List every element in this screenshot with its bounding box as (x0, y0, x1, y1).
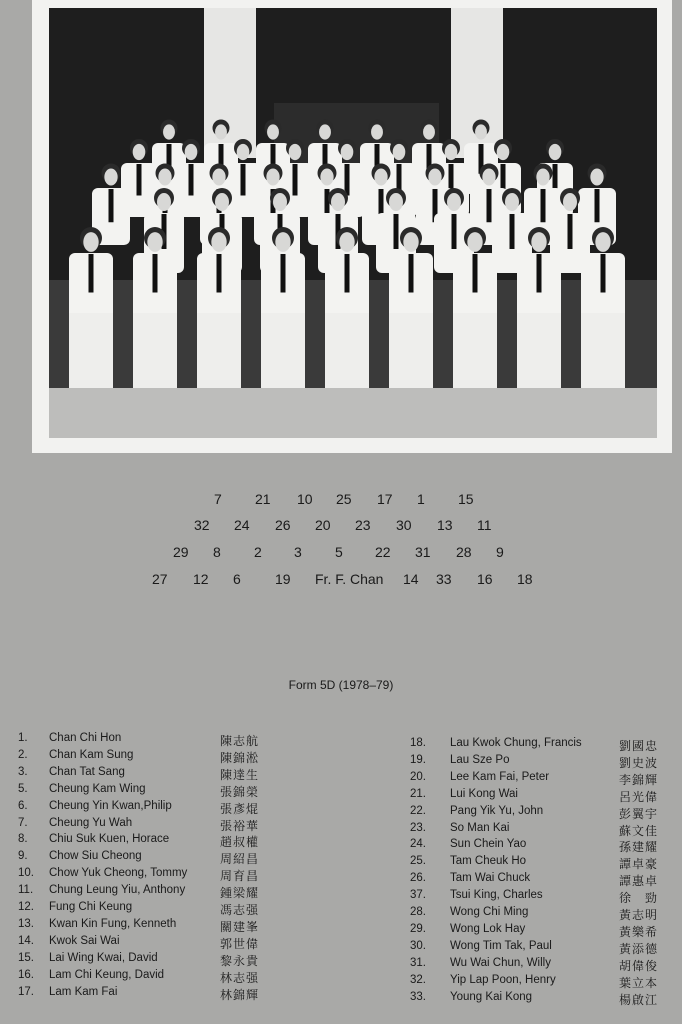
entry-chinese-name: 張錦榮 (220, 784, 260, 799)
entry-chinese-name: 李錦輝 (619, 772, 659, 787)
list-item (410, 906, 670, 923)
entry-name: Fung Chi Keung (49, 901, 133, 913)
key-number: 27 (152, 571, 168, 587)
entry-chinese-name: 鍾梁耀 (220, 886, 260, 901)
list-item (410, 872, 670, 889)
entry-name: Chan Tat Sang (49, 765, 125, 778)
entry-chinese-name: 陳錦淞 (220, 750, 260, 765)
key-number: 23 (355, 517, 371, 533)
list-item (410, 957, 670, 974)
entry-name: Lee Kam Fai, Peter (450, 770, 550, 783)
key-number: 7 (214, 491, 222, 507)
class-photo-icon (49, 8, 657, 438)
entry-chinese-name: 譚卓豪 (619, 857, 659, 872)
entry-name: Kwok Sai Wai (49, 934, 120, 947)
key-number: 15 (458, 491, 474, 507)
key-number: 12 (193, 571, 209, 587)
entry-number: 23. (410, 821, 426, 834)
list-item (410, 822, 670, 839)
key-number: 21 (255, 491, 271, 507)
list-item (410, 974, 670, 991)
list-item (410, 991, 670, 1008)
entry-number: 18. (410, 737, 426, 749)
entry-name: Wong Lok Hay (450, 922, 526, 935)
entry-number: 29. (410, 922, 426, 935)
entry-name: Chow Siu Cheong (49, 850, 142, 863)
entry-chinese-name: 黎永貴 (220, 953, 260, 968)
list-item (18, 952, 278, 969)
entry-chinese-name: 黃樂希 (619, 924, 659, 939)
list-item (410, 737, 670, 754)
entry-chinese-name: 呂光偉 (619, 789, 659, 804)
entry-name: Chow Yuk Cheong, Tommy (49, 867, 188, 880)
list-item (410, 889, 670, 906)
entry-number: 17. (18, 985, 34, 998)
list-item (18, 766, 278, 783)
list-item (18, 817, 278, 834)
entry-number: 25. (410, 855, 426, 868)
entry-chinese-name: 黃志明 (619, 908, 659, 922)
entry-name: Cheung Yu Wah (49, 816, 133, 829)
entry-number: 16. (18, 968, 34, 981)
entry-chinese-name: 劉國忠 (619, 739, 659, 753)
entry-number: 33. (410, 990, 426, 1003)
key-number: 25 (336, 491, 352, 507)
key-number: 18 (517, 571, 533, 587)
entry-chinese-name: 趙叔權 (220, 835, 260, 850)
key-number: 32 (194, 517, 210, 533)
entry-name: Tam Wai Chuck (450, 872, 531, 885)
entry-name: So Man Kai (450, 821, 510, 834)
key-number: 20 (315, 517, 331, 533)
key-number: 26 (275, 517, 291, 533)
entry-number: 12. (18, 901, 34, 913)
key-number: 10 (297, 491, 313, 507)
key-number: 22 (375, 544, 391, 560)
entry-number: 22. (410, 804, 426, 817)
entry-chinese-name: 劉史波 (619, 755, 659, 770)
entry-number: 1. (18, 732, 28, 744)
entry-name: Yip Lap Poon, Henry (450, 973, 556, 986)
entry-chinese-name: 彭翼宇 (619, 806, 659, 821)
key-number: 13 (437, 517, 453, 533)
entry-name: Kwan Kin Fung, Kenneth (49, 917, 177, 930)
list-item (18, 783, 278, 800)
entry-number: 10. (18, 867, 34, 880)
entry-number: 31. (410, 956, 426, 969)
entry-name: Tsui King, Charles (450, 889, 543, 902)
entry-chinese-name: 林志强 (220, 970, 260, 985)
entry-chinese-name: 葉立本 (619, 975, 659, 990)
list-item (18, 884, 278, 901)
list-item (410, 855, 670, 872)
list-item (18, 833, 278, 850)
entry-number: 3. (18, 765, 28, 778)
key-number: 8 (213, 544, 221, 560)
key-number: 17 (377, 491, 393, 507)
entry-chinese-name: 黃添德 (619, 941, 659, 956)
entry-chinese-name: 蘇文佳 (619, 823, 659, 838)
entry-number: 6. (18, 799, 28, 812)
entry-number: 14. (18, 934, 34, 947)
key-number: 33 (436, 571, 452, 587)
key-number: 9 (496, 544, 504, 560)
key-number: 19 (275, 571, 291, 587)
entry-name: Lau Kwok Chung, Francis (450, 737, 582, 749)
entry-chinese-name: 郭世偉 (220, 936, 260, 951)
entry-number: 9. (18, 850, 28, 863)
key-number: 3 (294, 544, 302, 560)
entry-name: Lui Kong Wai (450, 787, 518, 800)
list-item (18, 901, 278, 918)
key-number: 29 (173, 544, 189, 560)
key-number: 6 (233, 571, 241, 587)
entry-name: Chiu Suk Kuen, Horace (49, 833, 170, 846)
page-title: Form 5D (1978–79) (288, 678, 394, 692)
entry-number: 26. (410, 872, 426, 885)
entry-number: 24. (410, 838, 426, 851)
entry-chinese-name: 關建峯 (220, 919, 260, 934)
entry-name: Cheung Yin Kwan,Philip (49, 799, 172, 812)
list-item (18, 749, 278, 766)
entry-chinese-name: 張彥焜 (220, 801, 260, 816)
entry-name: Wong Tim Tak, Paul (450, 939, 552, 952)
entry-chinese-name: 馮志强 (220, 903, 260, 917)
entry-chinese-name: 張裕華 (220, 818, 260, 833)
list-item (18, 850, 278, 867)
photo-frame (32, 0, 672, 453)
list-item (410, 754, 670, 771)
entry-number: 28. (410, 906, 426, 918)
entry-name: Cheung Kam Wing (49, 782, 146, 795)
entry-name: Lau Sze Po (450, 753, 510, 766)
entry-chinese-name: 楊啟江 (619, 992, 659, 1007)
entry-number: 5. (18, 782, 28, 795)
list-item (18, 867, 278, 884)
key-number: 31 (415, 544, 431, 560)
list-item (410, 838, 670, 855)
list-item (410, 771, 670, 788)
key-number: 5 (335, 544, 343, 560)
list-item (410, 923, 670, 940)
entry-name: Chan Kam Sung (49, 748, 134, 761)
entry-name: Sun Chein Yao (450, 838, 527, 851)
list-item (18, 918, 278, 935)
entry-number: 37. (410, 889, 426, 902)
key-number: 1 (417, 491, 425, 507)
entry-number: 2. (18, 748, 28, 761)
key-number: 24 (234, 517, 250, 533)
entry-number: 11. (18, 884, 34, 897)
entry-number: 15. (18, 951, 34, 964)
list-item (18, 800, 278, 817)
entry-name: Chan Chi Hon (49, 732, 122, 744)
entry-chinese-name: 周紹昌 (220, 852, 260, 867)
entry-name: Pang Yik Yu, John (450, 804, 544, 817)
entry-chinese-name: 孫建耀 (619, 840, 659, 855)
entry-number: 32. (410, 973, 426, 986)
list-item (410, 940, 670, 957)
key-number: Fr. F. Chan (315, 571, 384, 587)
entry-name: Wong Chi Ming (450, 906, 529, 918)
entry-chinese-name: 林錦輝 (220, 987, 260, 1002)
class-photo (49, 8, 657, 438)
entry-name: Chung Leung Yiu, Anthony (49, 884, 186, 897)
entry-name: Young Kai Kong (450, 990, 533, 1003)
list-item (410, 788, 670, 805)
entry-name: Lam Kam Fai (49, 985, 118, 998)
key-number: 16 (477, 571, 493, 587)
entry-number: 20. (410, 770, 426, 783)
entry-number: 30. (410, 939, 426, 952)
entry-number: 21. (410, 787, 426, 800)
list-item (18, 986, 278, 1003)
key-number: 11 (477, 517, 492, 533)
entry-number: 19. (410, 753, 426, 766)
entry-chinese-name: 胡偉俊 (619, 958, 659, 973)
list-item (18, 935, 278, 952)
entry-chinese-name: 周育昌 (220, 869, 260, 884)
list-item (18, 969, 278, 986)
entry-name: Wu Wai Chun, Willy (450, 956, 551, 969)
key-number: 28 (456, 544, 472, 560)
entry-name: Tam Cheuk Ho (450, 855, 527, 868)
entry-chinese-name: 徐 勁 (619, 891, 659, 906)
key-number: 2 (254, 544, 262, 560)
entry-number: 8. (18, 833, 28, 846)
entry-name: Lai Wing Kwai, David (49, 951, 158, 964)
key-number: 30 (396, 517, 412, 533)
list-item (410, 805, 670, 822)
entry-chinese-name: 譚惠卓 (619, 874, 659, 889)
entry-chinese-name: 陳志航 (220, 734, 260, 748)
list-item (18, 732, 278, 749)
entry-number: 13. (18, 917, 34, 930)
entry-chinese-name: 陳達生 (220, 767, 260, 782)
entry-name: Lam Chi Keung, David (49, 968, 165, 981)
key-number: 14 (403, 571, 419, 587)
entry-number: 7. (18, 816, 28, 829)
